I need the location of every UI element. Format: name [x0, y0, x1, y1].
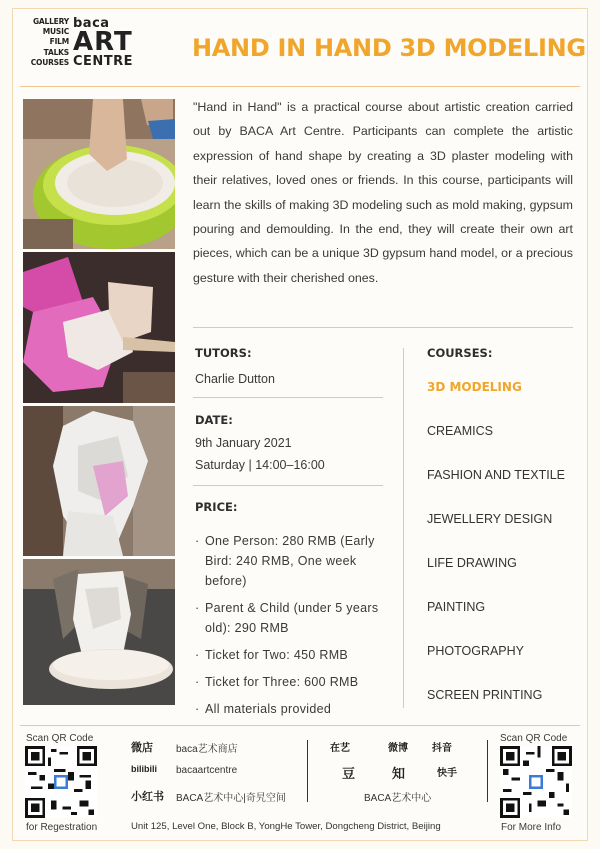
logo-word: FILM	[49, 37, 69, 47]
logo-word: TALKS	[43, 47, 69, 57]
xiaohongshu-icon: 小红书	[131, 791, 164, 803]
qr-pattern-icon	[500, 746, 572, 818]
center-name: BACA艺术中心	[364, 793, 432, 804]
course-item-3d-modeling: 3D MODELING	[427, 380, 522, 394]
weibo-icon: 微博	[388, 743, 408, 754]
plaster-bucket-photo	[23, 99, 175, 249]
bilibili-value: bacaartcentre	[176, 765, 238, 776]
douyin-icon: 抖音	[432, 743, 452, 754]
price-item: · Ticket for Two: 450 RMB	[195, 645, 395, 665]
tutor-name: Charlie Dutton	[195, 372, 275, 386]
column-divider	[403, 348, 404, 708]
courses-title: COURSES:	[427, 346, 493, 360]
tutors-title: TUTORS:	[195, 346, 252, 360]
logo-wordmark	[73, 17, 133, 69]
course-item-photography: PHOTOGRAPHY	[427, 644, 525, 658]
right-qr-caption-top: Scan QR Code	[500, 733, 568, 744]
address: Unit 125, Level One, Block B, YongHe Tower, Dongcheng District, Beijing	[131, 821, 441, 832]
zaiyi-icon: 在艺	[330, 743, 350, 754]
logo-word: MUSIC	[42, 27, 69, 37]
courses-list	[427, 380, 565, 732]
info-qr-code[interactable]	[500, 746, 572, 818]
logo-word: COURSES	[30, 57, 69, 67]
price-item: · Parent & Child (under 5 years old): 290 RMB	[195, 598, 395, 638]
qr-pattern-icon	[25, 746, 97, 818]
footer-left-separator	[307, 740, 308, 802]
bilibili-icon: bilibili	[131, 764, 157, 774]
tutors-divider	[193, 397, 383, 398]
logo-baca: baca	[73, 16, 110, 31]
description-divider	[193, 327, 573, 328]
price-title: PRICE:	[195, 500, 238, 514]
weidian-value: baca艺术商店	[176, 744, 238, 755]
baca-logo	[27, 17, 133, 79]
header-divider	[20, 86, 580, 87]
date-title: DATE:	[195, 413, 233, 427]
course-item-screen-printing: SCREEN PRINTING	[427, 688, 543, 702]
price-item: · One Person: 280 RMB (Early Bird: 240 RMB, One week before)	[195, 531, 395, 591]
price-item: · Ticket for Three: 600 RMB	[195, 672, 395, 692]
kuaishou-icon: 快手	[437, 768, 457, 779]
date-time: Saturday | 14:00–16:00	[195, 458, 325, 472]
right-qr-caption-bottom: For More Info	[501, 822, 562, 833]
course-item-ceramics: CREAMICS	[427, 424, 493, 438]
course-item-painting: PAINTING	[427, 600, 486, 614]
page-title: HAND IN HAND 3D MODELING	[192, 34, 586, 62]
course-item-life-drawing: LIFE DRAWING	[427, 556, 517, 570]
xiaohongshu-value: BACA艺术中心|奇旯空间	[176, 793, 286, 804]
zhihu-icon: 知	[392, 766, 406, 781]
footer-divider	[20, 725, 580, 726]
price-list	[195, 531, 395, 726]
registration-qr-code[interactable]	[25, 746, 97, 818]
left-qr-caption-top: Scan QR Code	[26, 733, 94, 744]
pink-mold-photo	[23, 252, 175, 403]
date-divider	[193, 485, 383, 486]
logo-centre: CENTRE	[73, 54, 134, 69]
course-item-fashion-textile: FASHION AND TEXTILE	[427, 468, 566, 482]
logo-word: GALLERY	[32, 17, 69, 26]
course-description: "Hand in Hand" is a practical course about artistic creation carried out by BACA Art Centre. Participants can complete the artistic expression of hand shape by creating a 3D plaster modeling with their relatives, loved ones or friends. In this course, participants will learn the skills of making 3D modeling such as mold making, gypsum pouring and demoulding. In the end, they will create their own art pieces, which can be a unique 3D gypsum hand model, or a precious gesture with their cherished ones.	[193, 100, 573, 285]
clasped-hands-sculpture-photo	[23, 559, 175, 705]
logo-category-list	[27, 17, 69, 68]
douban-icon: 豆	[342, 766, 356, 781]
weidian-icon: 微店	[131, 742, 153, 754]
hand-cast-photo	[23, 406, 175, 556]
left-qr-caption-bottom: for Regestration	[26, 822, 98, 833]
date-day: 9th January 2021	[195, 436, 292, 450]
logo-art: ART	[73, 27, 133, 57]
price-item: · All materials provided	[195, 699, 395, 719]
footer-right-separator	[487, 740, 488, 802]
course-item-jewellery: JEWELLERY DESIGN	[427, 512, 553, 526]
